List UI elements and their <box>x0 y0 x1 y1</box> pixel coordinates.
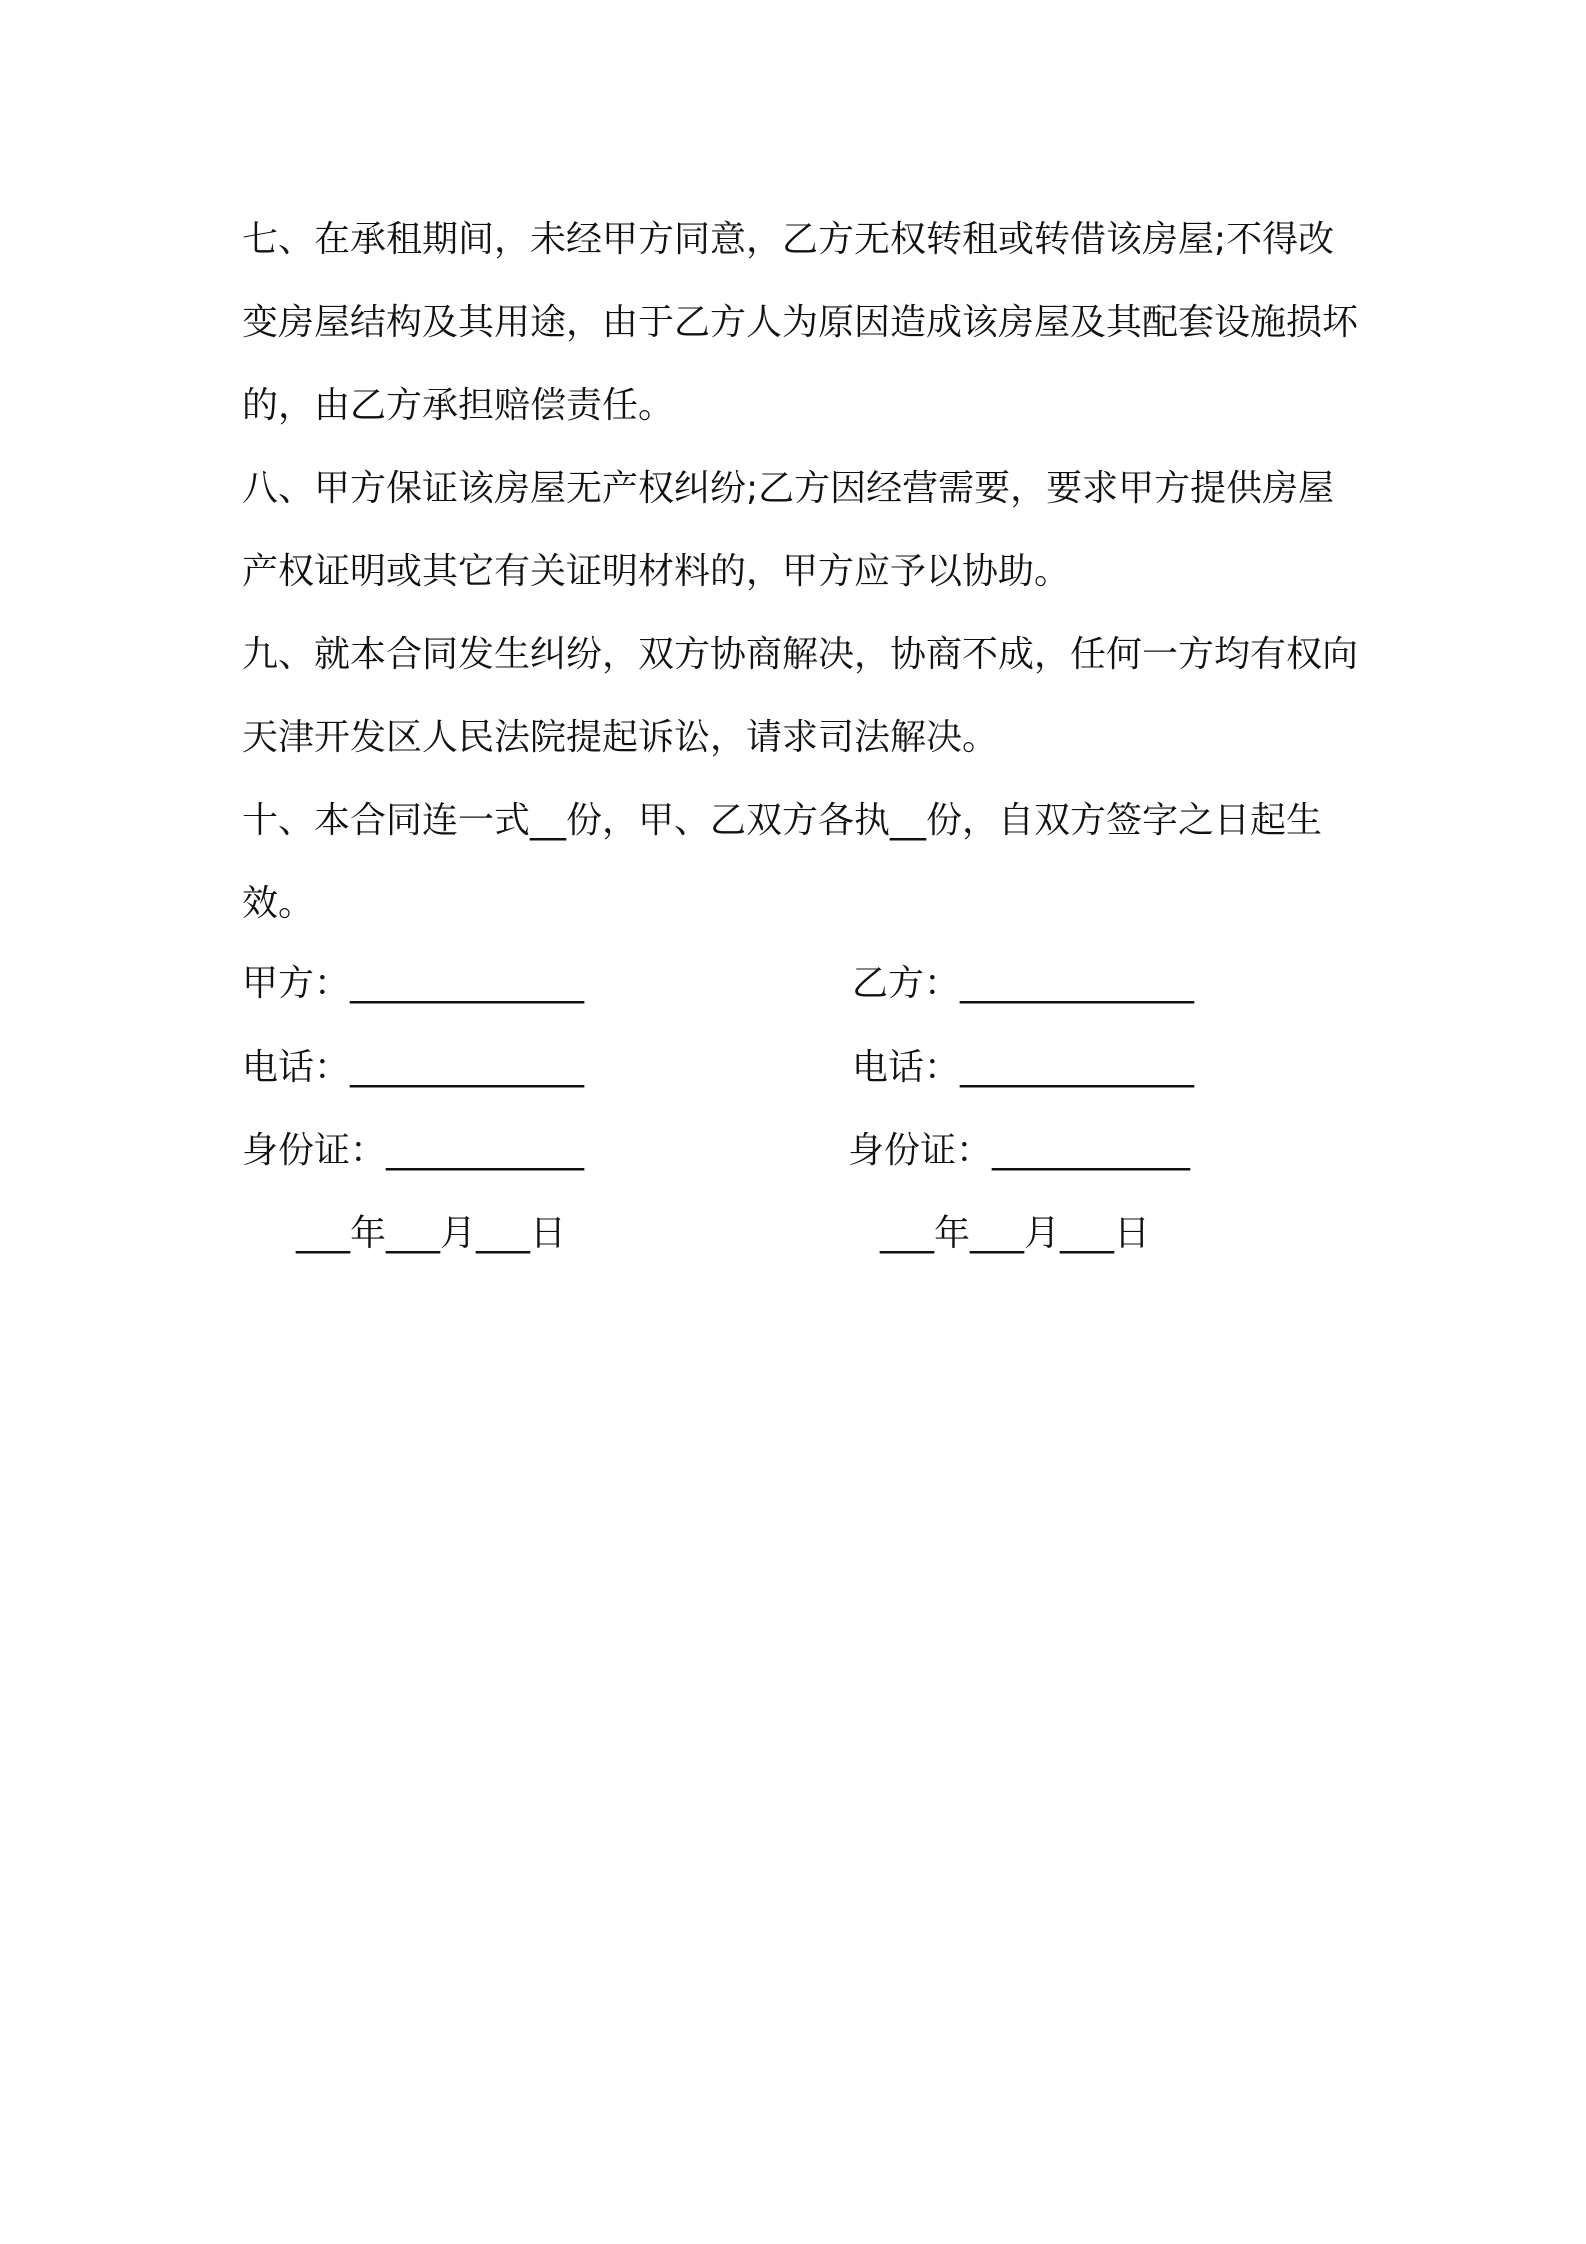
clause-seven: 七、在承租期间，未经甲方同意，乙方无权转租或转借该房屋;不得改变房屋结构及其用途，由于乙方人为原因造成该房屋及其配套设施损坏的，由乙方承担赔偿责任。 <box>242 219 1359 426</box>
party-b-id-line: 身份证：___________ <box>848 1130 1191 1171</box>
party-b-signature-line: 乙方：_____________ <box>852 963 1195 1004</box>
party-a-date-line: ___年___月___日 <box>296 1213 567 1254</box>
clause-ten: 十、本合同连一式__份，甲、乙双方各执__份，自双方签字之日起生效。 <box>242 800 1323 924</box>
party-b-date-line: ___年___月___日 <box>880 1213 1151 1254</box>
contract-clauses <box>242 198 1362 945</box>
party-a-phone-line: 电话：_____________ <box>242 1047 585 1088</box>
party-a-id-line: 身份证：___________ <box>242 1130 585 1171</box>
clause-nine: 九、就本合同发生纠纷，双方协商解决，协商不成，任何一方均有权向天津开发区人民法院提起诉讼，请求司法解决。 <box>242 634 1359 758</box>
party-b-phone-line: 电话：_____________ <box>852 1047 1195 1088</box>
party-a-signature-line: 甲方：_____________ <box>242 963 585 1004</box>
clause-eight: 八、甲方保证该房屋无产权纠纷;乙方因经营需要，要求甲方提供房屋产权证明或其它有关证明材料的，甲方应予以协助。 <box>242 468 1335 592</box>
